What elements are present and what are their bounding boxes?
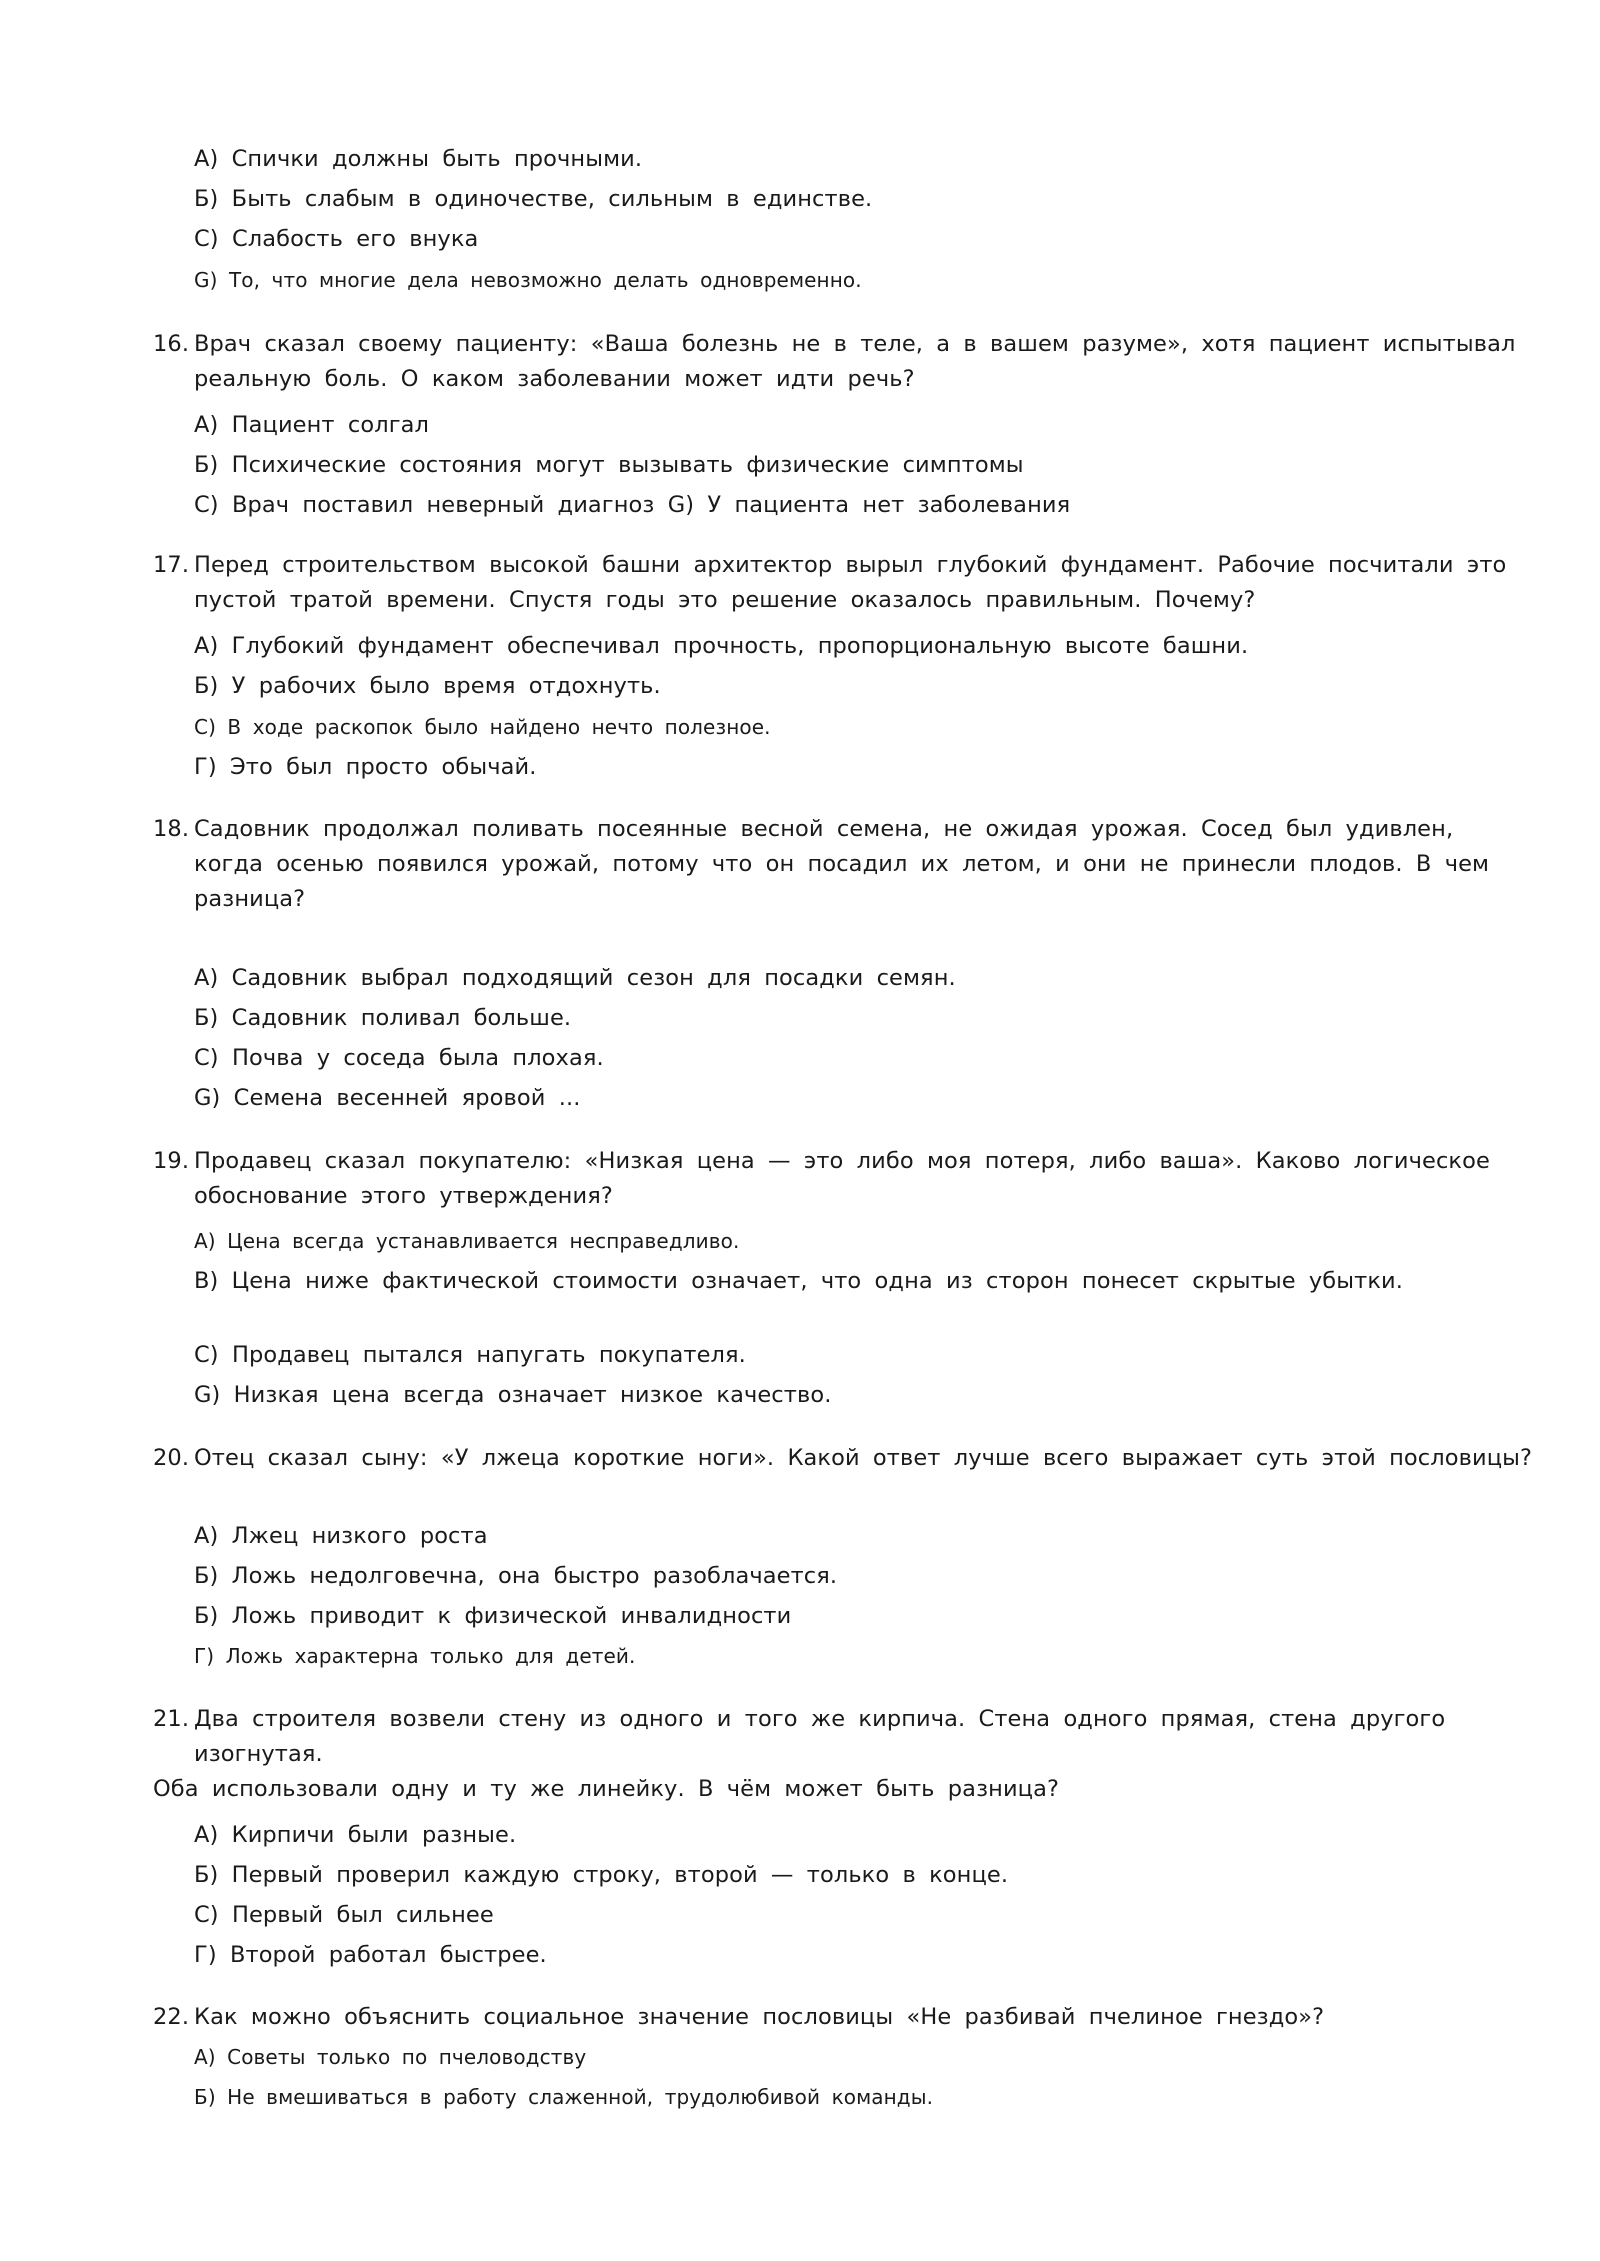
question-number: 19. <box>153 1148 190 1174</box>
option-b: Б) Первый проверил каждую строку, второй — только в конце. <box>194 1862 1009 1888</box>
question-number: 16. <box>153 331 190 357</box>
question-text: реальную боль. О каком заболевании может идти речь? <box>194 366 915 392</box>
option-b: Б) У рабочих было время отдохнуть. <box>194 673 661 699</box>
question-text: Садовник продолжал поливать посеянные весной семена, не ожидая урожая. Сосед был удивлен, <box>194 816 1454 842</box>
question-text: когда осенью появился урожай, потому что он посадил их летом, и они не принесли плодов. В чем <box>194 851 1490 877</box>
question-text: Два строителя возвели стену из одного и того же кирпича. Стена одного прямая, стена другого <box>194 1706 1446 1732</box>
option-a: А) Цена всегда устанавливается несправедливо. <box>194 1229 740 1253</box>
option-a: А) Садовник выбрал подходящий сезон для посадки семян. <box>194 965 956 991</box>
option-b: В) Цена ниже фактической стоимости означает, что одна из сторон понесет скрытые убытки. <box>194 1268 1404 1294</box>
option-c: С) Продавец пытался напугать покупателя. <box>194 1342 746 1368</box>
option-b: Б) Ложь приводит к физической инвалидности <box>194 1603 792 1629</box>
question-number: 18. <box>153 816 190 842</box>
question-text: пустой тратой времени. Спустя годы это решение оказалось правильным. Почему? <box>194 587 1256 613</box>
question-text: Отец сказал сыну: «У лжеца короткие ноги». Какой ответ лучше всего выражает суть этой пословицы? <box>194 1445 1533 1471</box>
option-a: А) Глубокий фундамент обеспечивал прочность, пропорциональную высоте башни. <box>194 633 1249 659</box>
option-g: G) Семена весенней яровой ... <box>194 1085 581 1111</box>
option-b: Б) Не вмешиваться в работу слаженной, трудолюбивой команды. <box>194 2085 934 2109</box>
option-a: А) Спички должны быть прочными. <box>194 146 643 172</box>
option-a: А) Советы только по пчеловодству <box>194 2045 587 2069</box>
question-text: обоснование этого утверждения? <box>194 1183 613 1209</box>
question-number: 17. <box>153 552 190 578</box>
question-number: 20. <box>153 1445 190 1471</box>
option-c: С) Почва у соседа была плохая. <box>194 1045 604 1071</box>
question-text: Оба использовали одну и ту же линейку. В чём может быть разница? <box>153 1776 1060 1802</box>
question-text: Перед строительством высокой башни архитектор вырыл глубокий фундамент. Рабочие посчитали это <box>194 552 1507 578</box>
question-number: 21. <box>153 1706 190 1732</box>
option-b: Б) Быть слабым в одиночестве, сильным в единстве. <box>194 186 873 212</box>
option-b: Б) Ложь недолговечна, она быстро разоблачается. <box>194 1563 838 1589</box>
question-text: Врач сказал своему пациенту: «Ваша болезнь не в теле, а в вашем разуме», хотя пациент испытывал <box>194 331 1516 357</box>
option-g: G) То, что многие дела невозможно делать одновременно. <box>194 268 862 292</box>
option-c: С) В ходе раскопок было найдено нечто полезное. <box>194 715 771 739</box>
option-c: С) Врач поставил неверный диагноз G) У пациента нет заболевания <box>194 492 1071 518</box>
option-a: А) Кирпичи были разные. <box>194 1822 517 1848</box>
option-d: Г) Ложь характерна только для детей. <box>194 1644 636 1668</box>
option-a: А) Лжец низкого роста <box>194 1523 488 1549</box>
option-d: Г) Второй работал быстрее. <box>194 1942 547 1968</box>
option-g: G) Низкая цена всегда означает низкое качество. <box>194 1382 832 1408</box>
option-d: Г) Это был просто обычай. <box>194 754 537 780</box>
option-b: Б) Садовник поливал больше. <box>194 1005 572 1031</box>
option-c: С) Слабость его внука <box>194 226 479 252</box>
question-text: Как можно объяснить социальное значение пословицы «Не разбивай пчелиное гнездо»? <box>194 2004 1325 2030</box>
option-b: Б) Психические состояния могут вызывать физические симптомы <box>194 452 1024 478</box>
question-text: Продавец сказал покупателю: «Низкая цена — это либо моя потеря, либо ваша». Каково логическое <box>194 1148 1490 1174</box>
question-text: разница? <box>194 886 306 912</box>
question-text: изогнутая. <box>194 1741 323 1767</box>
option-c: С) Первый был сильнее <box>194 1902 494 1928</box>
question-number: 22. <box>153 2004 190 2030</box>
option-a: А) Пациент солгал <box>194 412 429 438</box>
